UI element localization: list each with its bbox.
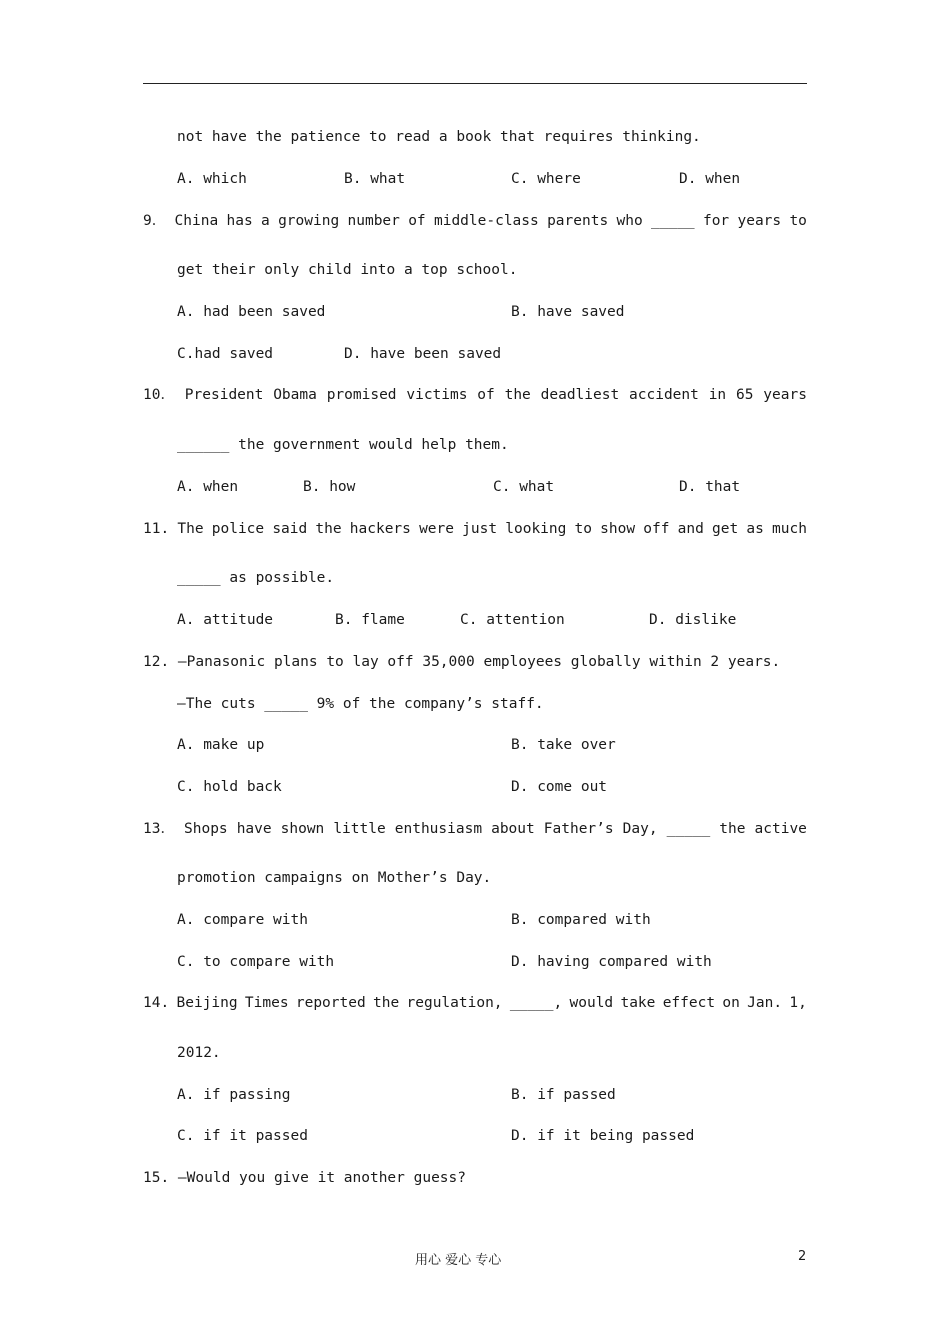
word: in	[708, 387, 727, 403]
word: Obama	[273, 387, 317, 403]
word: Shops	[184, 821, 228, 837]
header-rule	[143, 83, 807, 84]
q13-option-a: A. compare with	[177, 912, 308, 928]
q10-stem-line2: ______ the government would help them.	[177, 437, 509, 453]
q11-option-d: D. dislike	[649, 612, 737, 628]
word: parents	[547, 213, 609, 229]
word: promised	[326, 387, 397, 403]
q13-option-d: D. having compared with	[511, 954, 712, 970]
q8-option-b: B. what	[344, 171, 406, 187]
word: 1,	[789, 995, 807, 1011]
q8-option-d: D. when	[679, 171, 741, 187]
q14-option-d: D. if it being passed	[511, 1128, 695, 1144]
word: regulation,	[406, 995, 503, 1011]
word: 14.	[143, 995, 170, 1011]
q14-option-c: C. if it passed	[177, 1128, 308, 1144]
q14-option-b: B. if passed	[511, 1087, 616, 1103]
q10-option-b: B. how	[303, 479, 356, 495]
word: shown	[280, 821, 325, 837]
word: of	[477, 387, 495, 403]
q12-stem-line1: 12. —Panasonic plans to lay off 35,000 employees globally within 2 years.	[143, 654, 781, 670]
word: police	[211, 521, 265, 537]
q13-stem-line1	[143, 820, 807, 838]
word: to	[789, 213, 807, 229]
q12-option-a: A. make up	[177, 737, 265, 753]
q14-stem-line1	[143, 994, 807, 1012]
word: as	[746, 521, 764, 537]
q12-option-c: C. hold back	[177, 779, 282, 795]
word: President	[184, 387, 264, 403]
word: Times	[244, 995, 289, 1011]
word: were	[419, 521, 454, 537]
q9-option-c: C.had saved	[177, 346, 274, 362]
word: number	[347, 213, 400, 229]
q11-option-c: C. attention	[460, 612, 565, 628]
q11-stem-line1	[143, 520, 807, 538]
q11-stem-line2: _____ as possible.	[177, 570, 335, 586]
word: years	[737, 213, 782, 229]
word: _____,	[509, 995, 563, 1011]
word: 9．	[143, 213, 167, 229]
word: active	[754, 821, 807, 837]
q12-stem-line2: —The cuts _____ 9% of the company’s staff.	[177, 696, 544, 712]
word: of	[408, 213, 426, 229]
word: middle-class	[433, 213, 539, 229]
word: get	[712, 521, 739, 537]
word: 10．	[143, 387, 175, 403]
q10-stem-line1	[143, 386, 807, 404]
word: said	[272, 521, 308, 537]
word: Father’s	[543, 821, 614, 837]
q15-stem-line1: 15. —Would you give it another guess?	[143, 1170, 467, 1186]
word: Day,	[622, 821, 658, 837]
word: little	[333, 821, 386, 837]
page-number: 2	[798, 1249, 807, 1264]
word: have	[236, 821, 272, 837]
word: the	[504, 387, 531, 403]
word: reported	[295, 995, 366, 1011]
word: victims	[406, 387, 468, 403]
word: looking	[505, 521, 567, 537]
word: the	[315, 521, 342, 537]
word: enthusiasm	[394, 821, 483, 837]
word: Beijing	[176, 995, 238, 1011]
q8-stem-continuation: not have the patience to read a book that requires thinking.	[177, 129, 701, 145]
word: for	[702, 213, 730, 229]
q13-option-c: C. to compare with	[177, 954, 335, 970]
word: growing	[278, 213, 340, 229]
q10-option-c: C. what	[493, 479, 555, 495]
q9-option-d: D. have been saved	[344, 346, 502, 362]
q9-stem-line2: get their only child into a top school.	[177, 262, 518, 278]
q9-option-b: B. have saved	[511, 304, 625, 320]
word: show	[600, 521, 636, 537]
word: would	[569, 995, 614, 1011]
word: Jan.	[747, 995, 783, 1011]
word: the	[373, 995, 400, 1011]
q9-option-a: A. had been saved	[177, 304, 326, 320]
word: 11.	[143, 521, 170, 537]
word: 13．	[143, 821, 175, 837]
word: 65	[736, 387, 754, 403]
word: effect	[662, 995, 716, 1011]
q14-stem-line2: 2012.	[177, 1045, 221, 1061]
q14-option-a: A. if passing	[177, 1087, 291, 1103]
word: China	[174, 213, 219, 229]
word: to	[574, 521, 592, 537]
word: much	[772, 521, 807, 537]
word: the	[719, 821, 746, 837]
word: about	[491, 821, 535, 837]
word: _____	[666, 821, 711, 837]
word: _____	[651, 213, 695, 229]
word: has	[226, 213, 253, 229]
q12-option-b: B. take over	[511, 737, 616, 753]
word: just	[462, 521, 498, 537]
word: The	[177, 521, 204, 537]
q8-option-c: C. where	[511, 171, 581, 187]
word: a	[261, 213, 270, 229]
word: and	[677, 521, 704, 537]
page-footer: 用心 爱心 专心	[415, 1253, 502, 1268]
q13-stem-line2: promotion campaigns on Mother’s Day.	[177, 870, 492, 886]
word: off	[643, 521, 670, 537]
q8-option-a: A. which	[177, 171, 247, 187]
word: accident	[629, 387, 699, 403]
word: years	[763, 387, 807, 403]
q11-option-b: B. flame	[335, 612, 405, 628]
q11-option-a: A. attitude	[177, 612, 274, 628]
q13-option-b: B. compared with	[511, 912, 651, 928]
word: take	[620, 995, 656, 1011]
word: on	[722, 995, 740, 1011]
q12-option-d: D. come out	[511, 779, 608, 795]
word: hackers	[349, 521, 411, 537]
word: who	[616, 213, 643, 229]
q9-stem-line1	[143, 212, 807, 230]
q10-option-d: D. that	[679, 479, 741, 495]
word: deadliest	[540, 387, 620, 403]
q10-option-a: A. when	[177, 479, 239, 495]
